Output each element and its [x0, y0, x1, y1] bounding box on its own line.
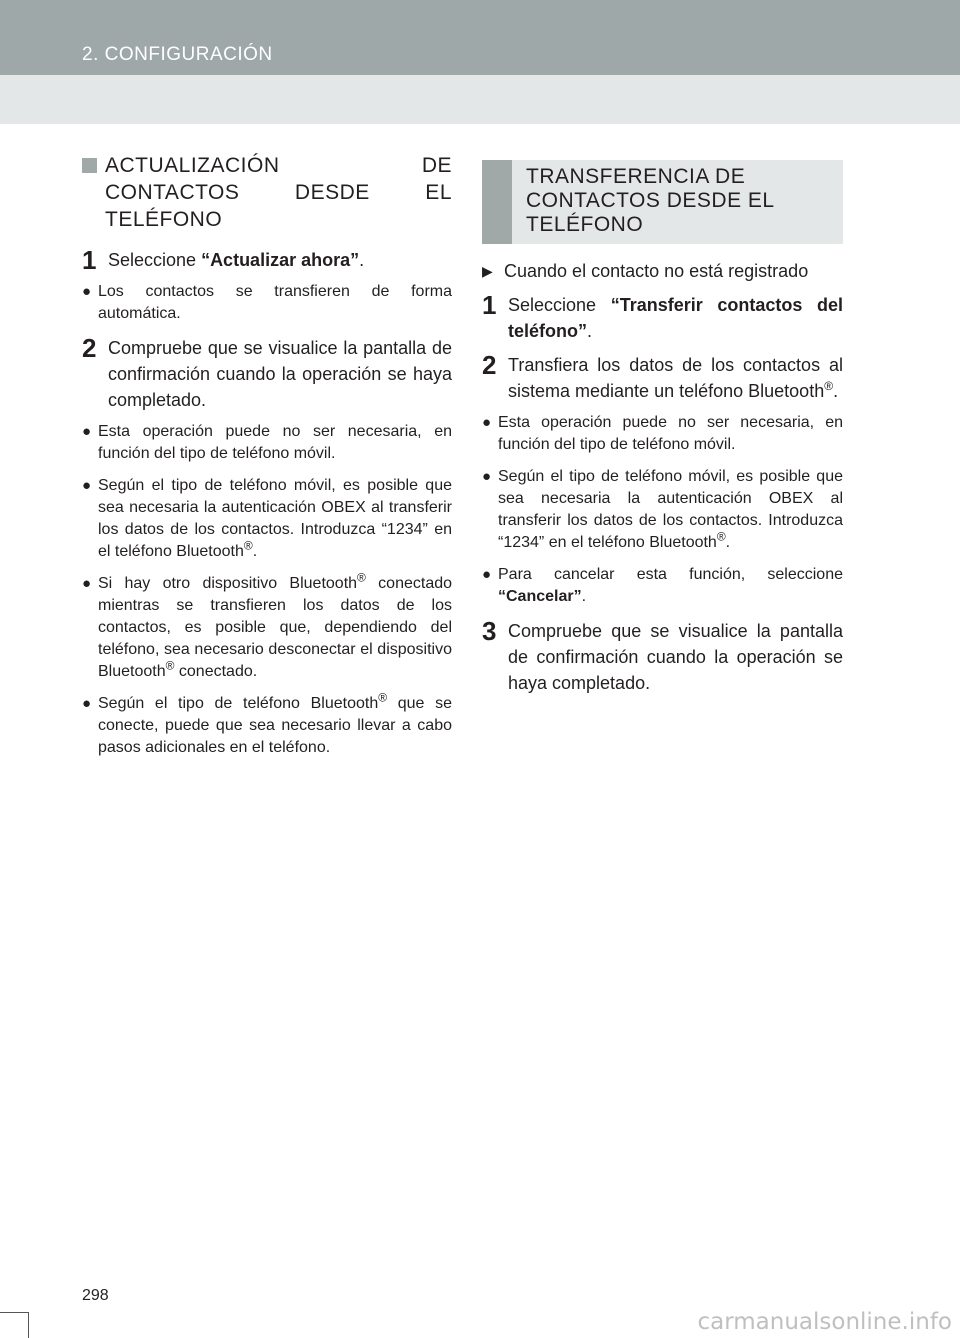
bullet-dot-icon: ● [482, 468, 492, 485]
right-bullet-1: ● Esta operación puede no ser necesaria, en función del tipo de teléfono móvil. [482, 412, 843, 456]
bullet-dot-icon: ● [82, 423, 92, 440]
left-column [82, 152, 452, 769]
button-reference: “Cancelar” [498, 588, 582, 605]
button-reference: “Transferir contactos del teléfono” [508, 295, 843, 341]
right-heading-text: TRANSFERENCIA DE CONTACTOS DESDE EL TELÉFONO [526, 165, 774, 236]
left-heading [82, 152, 452, 233]
step-text: Transfiera los datos de los contactos al sistema mediante un teléfono Bluetooth®. [508, 355, 843, 401]
bullet-dot-icon: ● [482, 566, 492, 583]
section-title: 2. CONFIGURACIÓN [82, 44, 273, 65]
page-number: 298 [82, 1287, 109, 1304]
bullet-dot-icon: ● [82, 477, 92, 494]
triangle-right-icon: ▶ [482, 263, 493, 279]
step-number: 1 [82, 245, 97, 275]
step-text: Compruebe que se visualice la pantalla de confirmación cuando la operación se haya completado. [508, 621, 843, 693]
left-bullet-5: ● Según el tipo de teléfono Bluetooth® que se conecte, puede que sea necesario llevar a cabo pasos adicionales en el teléfono. [82, 693, 452, 759]
left-bullet-3: ● Según el tipo de teléfono móvil, es posible que sea necesaria la autenticación OBEX al transferir los datos de los contactos. Introduzca “1234” en el teléfono Bluetooth®. [82, 475, 452, 563]
bullet-dot-icon: ● [82, 575, 92, 592]
right-bullet-3: ● Para cancelar esta función, seleccione “Cancelar”. [482, 564, 843, 608]
bullet-dot-icon: ● [482, 414, 492, 431]
step-number: 3 [482, 616, 497, 646]
left-step-2 [82, 335, 452, 413]
right-heading [482, 160, 843, 244]
step-number: 2 [482, 350, 497, 380]
step-number: 1 [482, 290, 497, 320]
bullet-dot-icon: ● [82, 695, 92, 712]
left-bullet-2: ● Esta operación puede no ser necesaria, en función del tipo de teléfono móvil. [82, 421, 452, 465]
left-step-1 [82, 247, 452, 273]
crop-mark [0, 1312, 28, 1313]
watermark: carmanualsonline.info [697, 1309, 952, 1335]
right-step-2 [482, 352, 843, 404]
step-text: Seleccione “Actualizar ahora”. [108, 250, 365, 270]
left-heading-text: ACTUALIZACIÓN DE CONTACTOS DESDE EL TELÉFONO [105, 154, 452, 231]
button-reference: “Actualizar ahora” [201, 250, 360, 270]
step-number: 2 [82, 333, 97, 363]
square-bullet-icon [82, 158, 97, 173]
left-bullet-4: ● Si hay otro dispositivo Bluetooth® conectado mientras se transfieren los datos de los contactos, es posible que, dependiendo del teléfono, sea necesario desconectar el dispositivo Bluetooth® conectado. [82, 573, 452, 683]
condition-line: ▶ Cuando el contacto no está registrado [482, 258, 843, 284]
heading-accent-bar [482, 160, 512, 244]
step-text: Seleccione “Transferir contactos del teléfono”. [508, 295, 843, 341]
bullet-dot-icon: ● [82, 283, 92, 300]
right-bullet-2: ● Según el tipo de teléfono móvil, es posible que sea necesaria la autenticación OBEX al transferir los datos de los contactos. Introduzca “1234” en el teléfono Bluetooth®. [482, 466, 843, 554]
header-band [0, 75, 960, 124]
right-step-3 [482, 618, 843, 696]
left-bullet-1: ● Los contactos se transfieren de forma automática. [82, 281, 452, 325]
right-step-1 [482, 292, 843, 344]
step-text: Compruebe que se visualice la pantalla de confirmación cuando la operación se haya completado. [108, 338, 452, 410]
crop-mark [28, 1312, 29, 1338]
right-column [482, 160, 843, 704]
